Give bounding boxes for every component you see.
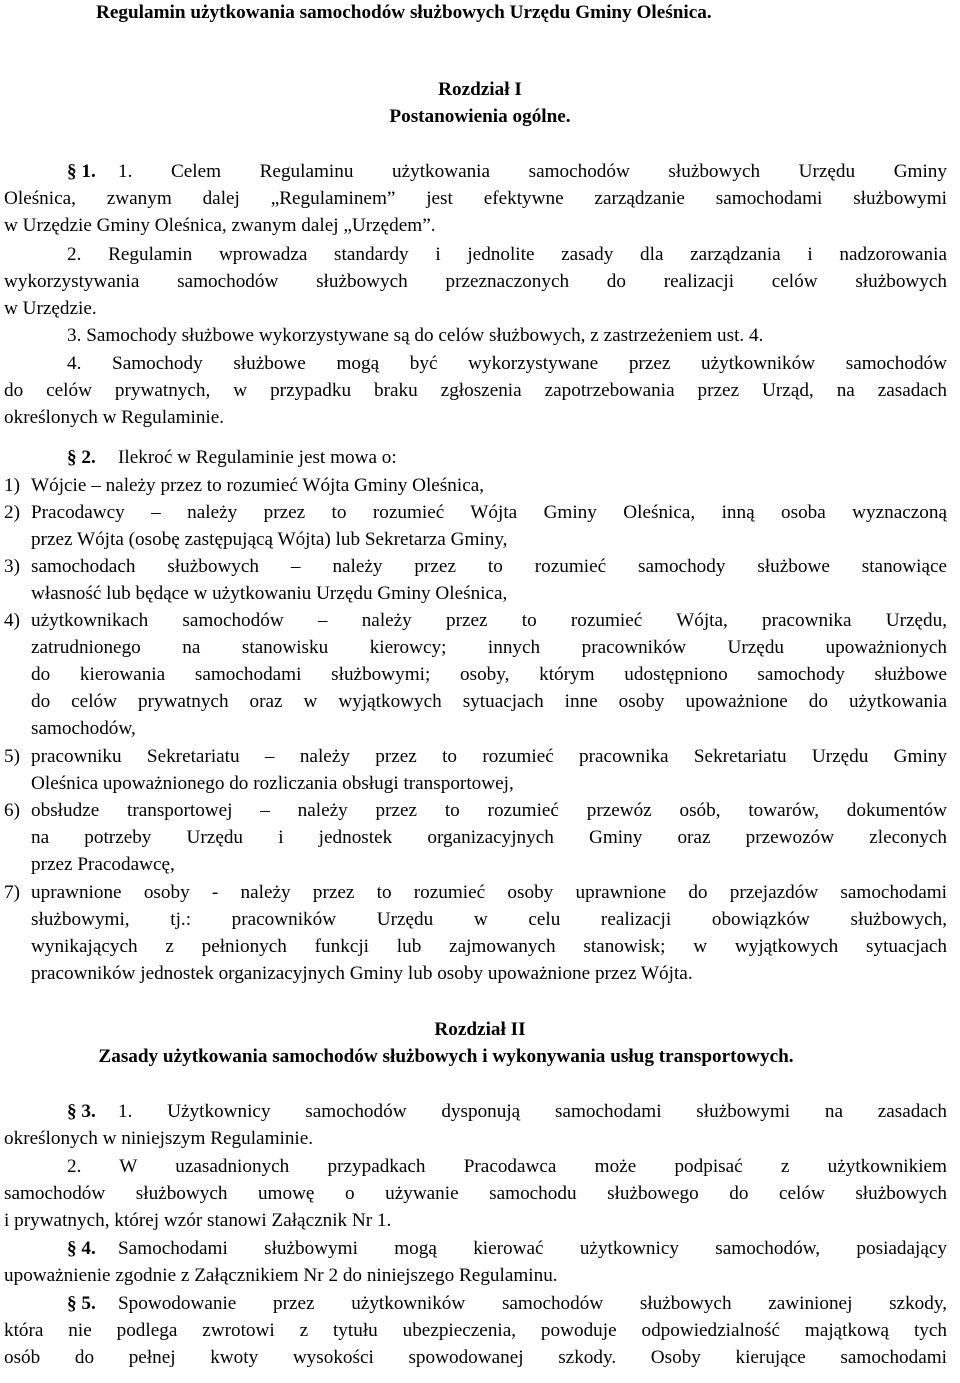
- section-intro: Ilekroć w Regulaminie jest mowa o:: [118, 447, 397, 468]
- chapter-1-subtitle: Postanowienia ogólne.: [389, 106, 571, 127]
- paragraph-line: samochodów służbowych umowę o używanie samochodu służbowego do celów służbowych: [4, 1183, 947, 1204]
- section-mark-4: § 4.: [67, 1238, 96, 1259]
- list-item-line: obsłudze transportowej – należy przez to rozumieć przewóz osób, towarów, dokumentów: [31, 800, 947, 821]
- list-item-line: pracowniku Sekretariatu – należy przez to rozumieć pracownika Sekretariatu Urzędu Gminy: [31, 746, 947, 767]
- paragraph-line: która nie podlega zwrotowi z tytułu ubezpieczenia, powoduje odpowiedzialność majątkową tych: [4, 1320, 947, 1341]
- document-title: Regulamin użytkowania samochodów służbowych Urzędu Gminy Oleśnica.: [96, 2, 712, 23]
- list-item-line: do celów prywatnych oraz w wyjątkowych sytuacjach inne osoby upoważnione do użytkowania: [31, 691, 947, 712]
- section-mark-1: § 1.: [67, 161, 96, 182]
- list-number: 4): [4, 610, 20, 631]
- list-number: 6): [4, 800, 20, 821]
- paragraph-line: Samochodami służbowymi mogą kierować użytkownicy samochodów, posiadający: [118, 1238, 947, 1259]
- paragraph-line: 4. Samochody służbowe mogą być wykorzystywane przez użytkowników samochodów: [67, 353, 947, 374]
- list-number: 7): [4, 882, 20, 903]
- list-item-line: Oleśnica upoważnionego do rozliczania obsługi transportowej,: [31, 773, 514, 794]
- list-item-line: Wójcie – należy przez to rozumieć Wójta Gminy Oleśnica,: [31, 475, 485, 496]
- paragraph-line: 2. W uzasadnionych przypadkach Pracodawca może podpisać z użytkownikiem: [67, 1156, 947, 1177]
- list-item-line: na potrzeby Urzędu i jednostek organizacyjnych Gminy oraz przewozów zleconych: [31, 827, 947, 848]
- paragraph-line: 1. Użytkownicy samochodów dysponują samochodami służbowymi na zasadach: [118, 1101, 947, 1122]
- section-mark-2: § 2.: [67, 447, 96, 468]
- list-item-line: Pracodawcy – należy przez to rozumieć Wójta Gminy Oleśnica, inną osoba wyznaczoną: [31, 502, 947, 523]
- paragraph-line: określonych w niniejszym Regulaminie.: [4, 1128, 314, 1149]
- paragraph-line: i prywatnych, której wzór stanowi Załącznik Nr 1.: [4, 1210, 392, 1231]
- list-item-line: uprawnione osoby - należy przez to rozumieć osoby uprawnione do przejazdów samochodami: [31, 882, 947, 903]
- paragraph-line: 2. Regulamin wprowadza standardy i jednolite zasady dla zarządzania i nadzorowania: [67, 244, 947, 265]
- paragraph-line: wykorzystywania samochodów służbowych przeznaczonych do realizacji celów służbowych: [4, 271, 947, 292]
- chapter-1-heading: Rozdział I: [438, 79, 522, 100]
- paragraph-line: 1. Celem Regulaminu użytkowania samochodów służbowych Urzędu Gminy: [118, 161, 947, 182]
- section-mark-5: § 5.: [67, 1293, 96, 1314]
- paragraph-line: określonych w Regulaminie.: [4, 407, 225, 428]
- list-item-line: własność lub będące w użytkowaniu Urzędu Gminy Oleśnica,: [31, 583, 508, 604]
- section-mark-3: § 3.: [67, 1101, 96, 1122]
- list-item-line: przez Wójta (osobę zastępującą Wójta) lub Sekretarza Gminy,: [31, 529, 508, 550]
- list-number: 5): [4, 746, 20, 767]
- paragraph-line: Spowodowanie przez użytkowników samochodów służbowych zawinionej szkody,: [118, 1293, 947, 1314]
- paragraph-line: w Urzędzie Gminy Oleśnica, zwanym dalej „Urzędem”.: [4, 215, 436, 236]
- list-item-line: samochodów,: [31, 718, 136, 739]
- paragraph-line: Oleśnica, zwanym dalej „Regulaminem” jest efektywne zarządzanie samochodami służbowymi: [4, 188, 947, 209]
- paragraph-line: do celów prywatnych, w przypadku braku zgłoszenia zapotrzebowania przez Urząd, na zasadach: [4, 380, 947, 401]
- list-item-line: zatrudnionego na stanowisku kierowcy; innych pracowników Urzędu upoważnionych: [31, 637, 947, 658]
- paragraph-line: w Urzędzie.: [4, 298, 97, 319]
- list-item-line: do kierowania samochodami służbowymi; osoby, którym udostępniono samochody służbowe: [31, 664, 947, 685]
- list-number: 2): [4, 502, 20, 523]
- list-item-line: przez Pracodawcę,: [31, 854, 175, 875]
- list-item-line: samochodach służbowych – należy przez to rozumieć samochody służbowe stanowiące: [31, 556, 947, 577]
- list-item-line: pracowników jednostek organizacyjnych Gminy lub osoby upoważnione przez Wójta.: [31, 963, 693, 984]
- list-item-line: służbowymi, tj.: pracowników Urzędu w celu realizacji obowiązków służbowych,: [31, 909, 947, 930]
- chapter-2-heading: Rozdział II: [434, 1019, 526, 1040]
- paragraph-line: osób do pełnej kwoty wysokości spowodowanej szkody. Osoby kierujące samochodami: [4, 1347, 947, 1368]
- chapter-2-subtitle: Zasady użytkowania samochodów służbowych i wykonywania usług transportowych.: [98, 1046, 794, 1067]
- list-item-line: użytkownikach samochodów – należy przez to rozumieć Wójta, pracownika Urzędu,: [31, 610, 947, 631]
- paragraph-line: upoważnienie zgodnie z Załącznikiem Nr 2 do niniejszego Regulaminu.: [4, 1265, 558, 1286]
- list-number: 3): [4, 556, 20, 577]
- list-number: 1): [4, 475, 20, 496]
- list-item-line: wynikających z pełnionych funkcji lub zajmowanych stanowisk; w wyjątkowych sytuacjach: [31, 936, 947, 957]
- paragraph-line: 3. Samochody służbowe wykorzystywane są do celów służbowych, z zastrzeżeniem ust. 4.: [67, 325, 764, 346]
